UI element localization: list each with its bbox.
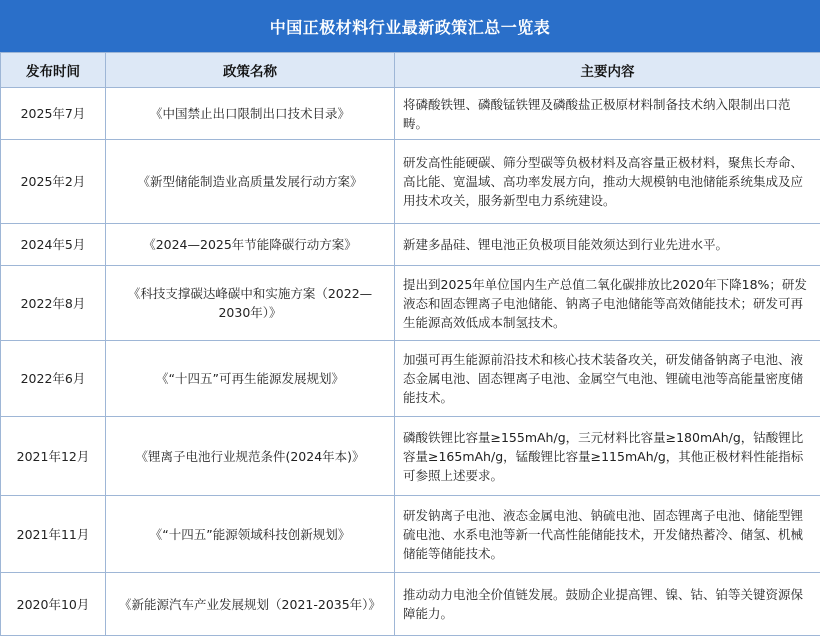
column-header-date: 发布时间 bbox=[1, 53, 106, 88]
table-row bbox=[1, 417, 820, 496]
cell-date: 2021年12月 bbox=[1, 417, 106, 496]
cell-content: 研发钠离子电池、液态金属电池、钠硫电池、固态锂离子电池、储能型锂硫电池、水系电池等新一代高性能储能技术，开发储热蓄冷、储氢、机械储能等储能技术。 bbox=[395, 496, 820, 573]
cell-content: 研发高性能硬碳、筛分型碳等负极材料及高容量正极材料，聚焦长寿命、高比能、宽温域、高功率发展方向，推动大规模钠电池储能系统集成及应用技术攻关，服务新型电力系统建设。 bbox=[395, 140, 820, 224]
cell-date: 2025年2月 bbox=[1, 140, 106, 224]
cell-policy-name: 《“十四五”能源领域科技创新规划》 bbox=[106, 496, 395, 573]
table-row bbox=[1, 140, 820, 224]
cell-policy-name: 《新能源汽车产业发展规划（2021-2035年）》 bbox=[106, 573, 395, 636]
table-row bbox=[1, 224, 820, 266]
table-title: 中国正极材料行业最新政策汇总一览表 bbox=[0, 0, 820, 52]
cell-content: 磷酸铁锂比容量≥155mAh/g，三元材料比容量≥180mAh/g，钴酸锂比容量≥165mAh/g，锰酸锂比容量≥115mAh/g，其他正极材料性能指标可参照上述要求。 bbox=[395, 417, 820, 496]
cell-date: 2022年6月 bbox=[1, 341, 106, 417]
cell-content: 加强可再生能源前沿技术和核心技术装备攻关，研发储备钠离子电池、液态金属电池、固态锂离子电池、金属空气电池、锂硫电池等高能量密度储能技术。 bbox=[395, 341, 820, 417]
cell-content: 提出到2025年单位国内生产总值二氧化碳排放比2020年下降18%；研发液态和固态锂离子电池储能、钠离子电池储能等高效储能技术；研发可再生能源高效低成本制氢技术。 bbox=[395, 266, 820, 341]
cell-content: 推动动力电池全价值链发展。鼓励企业提高锂、镍、钴、铂等关键资源保障能力。 bbox=[395, 573, 820, 636]
cell-date: 2020年10月 bbox=[1, 573, 106, 636]
column-header-policy-name: 政策名称 bbox=[106, 53, 395, 88]
table-row bbox=[1, 266, 820, 341]
cell-date: 2025年7月 bbox=[1, 88, 106, 140]
cell-date: 2024年5月 bbox=[1, 224, 106, 266]
cell-policy-name: 《中国禁止出口限制出口技术目录》 bbox=[106, 88, 395, 140]
table-row bbox=[1, 341, 820, 417]
cell-content: 将磷酸铁锂、磷酸锰铁锂及磷酸盐正极原材料制备技术纳入限制出口范畴。 bbox=[395, 88, 820, 140]
table-row bbox=[1, 573, 820, 636]
cell-policy-name: 《科技支撑碳达峰碳中和实施方案（2022—2030年）》 bbox=[106, 266, 395, 341]
column-header-content: 主要内容 bbox=[395, 53, 820, 88]
cell-policy-name: 《2024—2025年节能降碳行动方案》 bbox=[106, 224, 395, 266]
cell-content: 新建多晶硅、锂电池正负极项目能效须达到行业先进水平。 bbox=[395, 224, 820, 266]
table-row bbox=[1, 88, 820, 140]
cell-policy-name: 《“十四五”可再生能源发展规划》 bbox=[106, 341, 395, 417]
cell-policy-name: 《锂离子电池行业规范条件(2024年本)》 bbox=[106, 417, 395, 496]
cell-policy-name: 《新型储能制造业高质量发展行动方案》 bbox=[106, 140, 395, 224]
table-row bbox=[1, 496, 820, 573]
policy-table bbox=[0, 52, 820, 636]
header-row bbox=[1, 53, 820, 88]
cell-date: 2021年11月 bbox=[1, 496, 106, 573]
cell-date: 2022年8月 bbox=[1, 266, 106, 341]
